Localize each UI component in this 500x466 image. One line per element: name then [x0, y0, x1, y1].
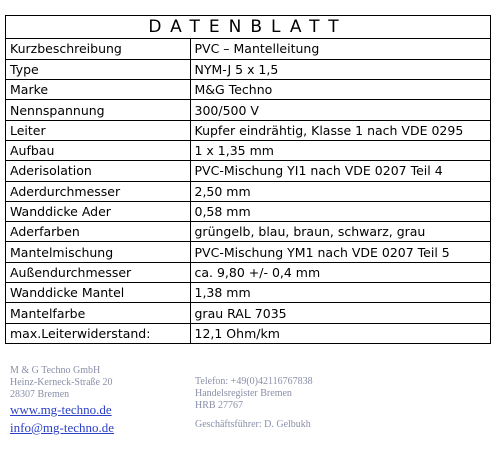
spec-value: PVC-Mischung YI1 nach VDE 0207 Teil 4: [190, 161, 490, 181]
email-link[interactable]: info@mg-techno.de: [10, 420, 115, 435]
datasheet-title: DATENBLATT: [6, 16, 490, 39]
spec-label: Aderfarben: [6, 222, 190, 242]
company-register: Handelsregister Bremen: [195, 388, 292, 399]
spec-value: 0,58 mm: [190, 201, 490, 221]
spec-value: PVC – Mantelleitung: [194, 41, 320, 57]
spec-value: 2,50 mm: [190, 181, 490, 201]
company-street: Heinz-Kerneck-Straße 20: [10, 377, 113, 388]
spec-label: max.Leiterwiderstand:: [6, 323, 190, 343]
spec-label: Type: [6, 59, 190, 79]
website-link[interactable]: www.mg-techno.de: [10, 402, 112, 417]
spec-label: Außendurchmesser: [6, 262, 190, 282]
company-phone: Telefon: +49(0)42116767838: [195, 376, 313, 387]
spec-value: PVC-Mischung YM1 nach VDE 0207 Teil 5: [190, 242, 490, 262]
spec-value: NYM-J 5 x 1,5: [190, 59, 490, 79]
spec-value: 300/500 V: [190, 100, 490, 120]
company-city: 28307 Bremen: [10, 389, 70, 400]
spec-label: Leiter: [6, 120, 190, 140]
company-manager: Geschäftsführer: D. Gelbukh: [195, 419, 311, 430]
spec-label: Mantelmischung: [6, 242, 190, 262]
spec-label: Wanddicke Ader: [6, 201, 190, 221]
spec-value: 1 x 1,35 mm: [190, 140, 490, 160]
spec-value: grüngelb, blau, braun, schwarz, grau: [190, 222, 490, 242]
spec-value: 12,1 Ohm/km: [190, 323, 490, 343]
spec-label: Aufbau: [6, 140, 190, 160]
spec-label: Marke: [6, 80, 190, 100]
spec-value: grau RAL 7035: [190, 303, 490, 323]
spec-value: ca. 9,80 +/- 0,4 mm: [190, 262, 490, 282]
spec-label: Wanddicke Mantel: [6, 283, 190, 303]
spec-value: Kupfer eindrähtig, Klasse 1 nach VDE 0295: [190, 120, 490, 140]
spec-label: Kurzbeschreibung: [6, 39, 190, 59]
spec-value: 1,38 mm: [190, 283, 490, 303]
spec-label: Mantelfarbe: [6, 303, 190, 323]
spec-label: Aderisolation: [6, 161, 190, 181]
spec-label: Nennspannung: [6, 100, 190, 120]
company-name: M & G Techno GmbH: [10, 365, 101, 376]
company-hrb: HRB 27767: [195, 400, 244, 411]
spec-value: M&G Techno: [190, 80, 490, 100]
spec-label: Aderdurchmesser: [6, 181, 190, 201]
